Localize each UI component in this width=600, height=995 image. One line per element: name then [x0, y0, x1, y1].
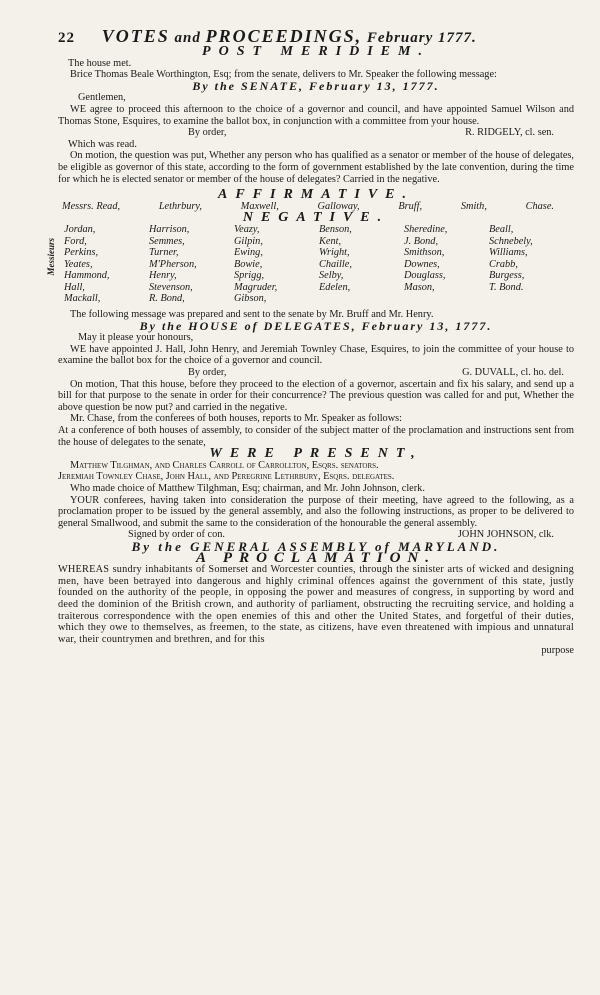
header-title-votes: VOTES — [101, 26, 170, 46]
negative-name: Mason, — [404, 281, 435, 293]
running-header — [58, 26, 574, 46]
negative-name: Chaille, — [319, 258, 352, 270]
negative-heading: NEGATIVE. — [242, 210, 390, 226]
negative-name: Hall, — [64, 281, 85, 293]
present-senators: Matthew Tilghman, and Charles Carroll of Carrollton, Esqrs. senators. — [70, 459, 379, 471]
negative-name: Edelen, — [319, 281, 351, 293]
header-title-proceedings: PROCEEDINGS, — [205, 26, 363, 46]
negative-name: Yeates, — [64, 258, 93, 270]
signed-by-order: Signed by order of con. — [128, 529, 225, 541]
following-message-paragraph: The following message was prepared and sent to the senate by Mr. Bruff and Mr. Henry. — [70, 309, 434, 321]
negative-name: Ewing, — [234, 247, 263, 259]
negative-name: Magruder, — [234, 281, 278, 293]
general-assembly-heading: By the GENERAL ASSEMBLY of MARYLAND. — [131, 538, 501, 554]
negative-name: Beall, — [489, 223, 514, 235]
were-present-heading: WERE PRESENT, — [209, 446, 423, 462]
negative-name: Stevenson, — [149, 281, 193, 293]
negative-name: Perkins, — [64, 247, 99, 259]
header-title-year: 1777. — [438, 30, 477, 46]
motion-paragraph-1: On motion, the question was put, Whether any person who has qualified as a senator or member of the house of delegates, be eligible as governor of this state, according to the form of government established by the late convention, during the time for which he is elected senator or member of the house of delegates? Carried in the negative. — [58, 150, 574, 185]
senate-message: WE agree to proceed this afternoon to the choice of a governor and council, and have appointed Samuel Wilson and Thomas Stone, Esquires, to examine the ballot box, in conjunction with a committee from your house. — [58, 103, 574, 127]
negative-name: Jordan, — [64, 223, 96, 235]
negative-name: M'Pherson, — [149, 258, 197, 270]
page-number: 22 — [58, 30, 75, 46]
negative-name: Williams, — [489, 247, 528, 259]
whereas-paragraph: WHEREAS sundry inhabitants of Somerset and Worcester counties, through the sinister arts of wicked and designing men, have been betrayed into dangerous and highly criminal offences against the government of this state, justly founded on the authority of the people, in opposing the power and measures of congress, in supporting by word and deed the dominion of the British crown, and authority of parliament, obstructing the recruiting service, and holding a traiterous correspondence with the open enemies of this and other the United States, and forgetful of their duties, which they owe to themselves, as freemen, to the state, as citizens, have even threatened with impious and unnatural war, their countrymen and brethren, and for this — [58, 564, 574, 645]
negative-name: Smithson, — [404, 247, 445, 259]
signature-senate — [58, 127, 574, 139]
affirmative-heading: AFFIRMATIVE. — [218, 187, 414, 203]
negative-name: Ford, — [64, 235, 87, 247]
negative-name: Downes, — [404, 258, 440, 270]
house-heading: By the HOUSE of DELEGATES, February 13, 1777. — [139, 318, 493, 333]
affirmative-name: Smith, — [460, 200, 487, 212]
by-order-label: By order, — [188, 367, 227, 379]
chase-report: Mr. Chase, from the conferees of both houses, reports to Mr. Speaker as follows: — [70, 413, 403, 425]
signatory-name: R. RIDGELY, cl. sen. — [465, 127, 554, 139]
negative-name: R. Bond, — [149, 293, 185, 305]
negative-name: Benson, — [319, 223, 352, 235]
negative-name: Mackall, — [64, 293, 101, 305]
signatory-name: G. DUVALL, cl. ho. del. — [462, 367, 564, 379]
negative-name: Burgess, — [489, 270, 525, 282]
may-it-please: May it please your honours, — [78, 332, 194, 344]
affirmative-name: Chase. — [525, 200, 554, 212]
negative-name: Wright, — [319, 247, 350, 259]
house-message: WE have appointed J. Hall, John Henry, and Jeremiah Townley Chase, Esquires, to join the committee of your house to examine the ballot box for the choice of a governor and council. — [58, 343, 574, 367]
negative-name: Douglass, — [404, 270, 446, 282]
conference-paragraph: At a conference of both houses of assembly, to consider of the subject matter of the proclamation and instructions sent from the house of delegates to the senate, — [58, 425, 574, 448]
messieurs-side-label: Messieurs — [46, 237, 56, 276]
negative-name: Sprigg, — [234, 270, 265, 282]
negative-name: Sheredine, — [404, 223, 448, 235]
by-order-label: By order, — [188, 127, 227, 139]
negative-name: Crabb, — [489, 258, 518, 270]
gentlemen-salutation: Gentlemen, — [78, 92, 126, 104]
negative-name: Hammond, — [64, 270, 110, 282]
worthington-paragraph: Brice Thomas Beale Worthington, Esq; from the senate, delivers to Mr. Speaker the following message: — [70, 69, 497, 81]
negative-name: Turner, — [149, 247, 179, 259]
header-title-month: February — [366, 30, 434, 46]
negative-name: Harrison, — [149, 223, 190, 235]
negative-name: Gibson, — [234, 293, 267, 305]
post-meridiem-heading: POST MERIDIEM. — [202, 44, 430, 59]
affirmative-name: Lethrbury, — [158, 200, 203, 212]
which-was-read: Which was read. — [68, 138, 137, 150]
chairman-paragraph: Who made choice of Matthew Tilghman, Esq; chairman, and Mr. John Johnson, clerk. — [70, 482, 425, 494]
negative-name: Bowie, — [234, 258, 263, 270]
senate-heading: By the SENATE, February 13, 1777. — [192, 78, 440, 93]
affirmative-name: Bruff, — [398, 200, 423, 212]
signature-house — [58, 367, 574, 379]
negative-name: Semmes, — [149, 235, 185, 247]
negative-name: J. Bond, — [404, 235, 439, 247]
proclamation-heading: A PROCLAMATION. — [195, 549, 437, 566]
motion-paragraph-2: On motion, That this house, before they proceed to the election of a governor, ascertain and fix his salary, and send up a bill for that purpose to the senate in order for their concurrence? The previous question was called for and put, Whether the above question be now put? and carried in the negative. — [58, 378, 574, 413]
negative-name: Kent, — [319, 235, 342, 247]
negative-name: Veazy, — [234, 223, 260, 235]
affirmative-name: Messrs. Read, — [62, 200, 121, 212]
negative-name: Selby, — [319, 270, 344, 282]
affirmative-name: Maxwell, — [240, 200, 279, 212]
negative-list — [46, 223, 574, 305]
present-delegates: Jeremiah Townley Chase, John Hall, and Peregrine Lethrbury, Esqrs. delegates. — [58, 471, 395, 483]
negative-name: Henry, — [149, 270, 177, 282]
header-title-and: and — [174, 30, 201, 46]
negative-name: T. Bond. — [489, 281, 524, 293]
conferees-paragraph: YOUR conferees, having taken into consideration the purpose of their meeting, have agreed to the following, as a proclamation proper to be issued by the general assembly, and also the following instructions, as proper to be delivered to general Smallwood, and submit the same to the consideration of the honourable the general assembly. — [58, 494, 574, 529]
affirmative-name: Galloway, — [317, 200, 360, 212]
catchword: purpose — [541, 645, 574, 657]
signatory-name: JOHN JOHNSON, clk. — [457, 529, 554, 541]
negative-name: Schnebely, — [489, 235, 533, 247]
negative-name: Gilpin, — [234, 235, 263, 247]
house-met: The house met. — [68, 57, 132, 69]
